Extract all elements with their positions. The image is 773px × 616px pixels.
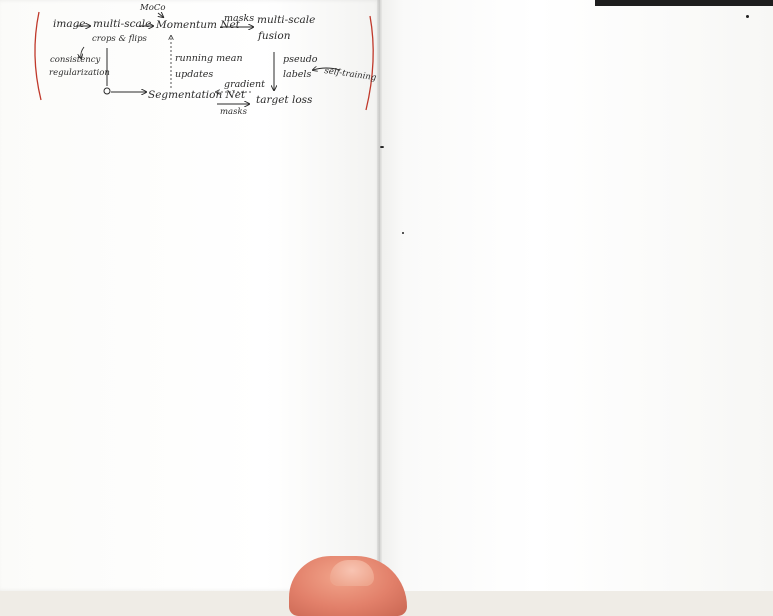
label-masks-top: masks (224, 13, 255, 24)
node-multi-scale-fusion: multi-scale (257, 14, 316, 26)
thumbnail-highlight (330, 560, 374, 586)
label-self-training: self-training (323, 66, 377, 84)
label-regularization: regularization (49, 68, 110, 78)
node-image: image (53, 18, 86, 30)
node-segmentation-net: Segmentation Net (148, 89, 246, 101)
notebook-spine (377, 0, 382, 591)
label-gradient: gradient (224, 79, 265, 90)
node-multi-scale: multi-scale (93, 18, 152, 30)
dark-background-edge (595, 0, 773, 6)
label-moco: MoCo (140, 3, 166, 13)
ink-speck (380, 146, 384, 148)
label-crops-flips: crops & flips (92, 34, 147, 44)
notebook-right-page (380, 0, 773, 591)
ink-speck (746, 15, 749, 18)
label-pseudo: pseudo (283, 54, 318, 65)
ink-speck (402, 232, 404, 234)
label-labels: labels (283, 69, 312, 80)
node-momentum-net: Momentum Net (156, 19, 240, 31)
label-updates: updates (175, 69, 214, 80)
label-consistency: consistency (50, 55, 101, 65)
label-masks-bottom: masks (220, 107, 248, 117)
label-running-mean: running mean (175, 53, 243, 64)
node-fusion: fusion (258, 30, 291, 42)
node-target-loss: target loss (256, 94, 313, 106)
